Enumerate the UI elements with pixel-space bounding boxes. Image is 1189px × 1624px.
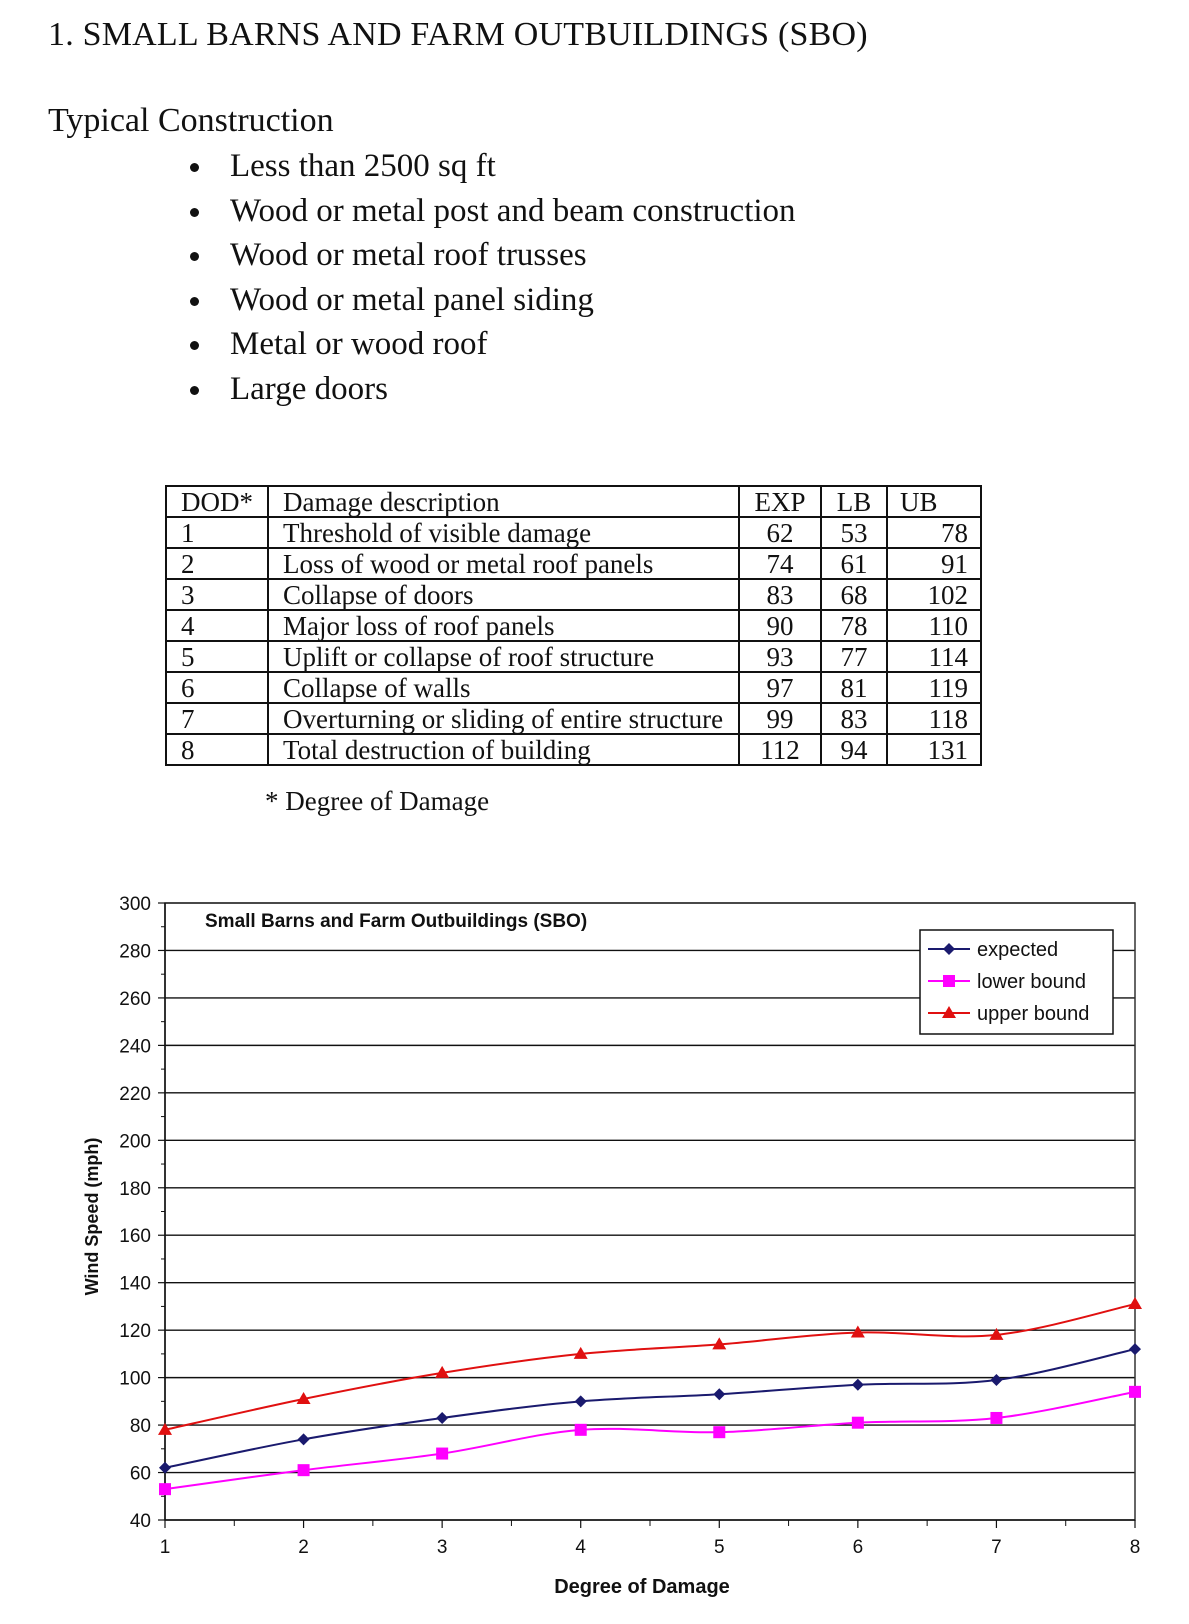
cell-lb: 77 [821,641,887,672]
cell-ub: 91 [887,548,981,579]
cell-lb: 68 [821,579,887,610]
data-point [298,1433,310,1445]
table-row [166,672,981,703]
header-exp: EXP [739,486,821,517]
table-footnote: * Degree of Damage [265,786,490,816]
table-header-row [166,486,981,517]
cell-description: Overturning or sliding of entire structure [268,703,739,734]
legend-label: lower bound [977,971,1086,993]
table-row [166,517,981,548]
x-axis-label: Degree of Damage [554,1576,730,1598]
x-tick-label: 2 [298,1537,309,1558]
list-item: Wood or metal post and beam construction [190,189,796,234]
construction-list [190,144,796,411]
list-item: Metal or wood roof [190,322,796,367]
cell-ub: 102 [887,579,981,610]
data-point [713,1388,725,1400]
cell-description: Uplift or collapse of roof structure [268,641,739,672]
cell-lb: 81 [821,672,887,703]
cell-description: Collapse of doors [268,579,739,610]
header-description: Damage description [268,486,739,517]
data-point [575,1424,587,1436]
data-point [1129,1343,1141,1355]
cell-exp: 83 [739,579,821,610]
y-tick-label: 220 [119,1083,151,1105]
header-dod: DOD* [166,486,268,517]
series-expected [159,1343,1141,1474]
cell-dod: 8 [166,734,268,765]
y-tick-label: 40 [129,1511,151,1532]
cell-lb: 78 [821,610,887,641]
data-point [852,1379,864,1391]
cell-ub: 78 [887,517,981,548]
cell-description: Major loss of roof panels [268,610,739,641]
y-tick-label: 140 [119,1273,151,1295]
cell-dod: 1 [166,517,268,548]
series-line [165,1392,1135,1489]
x-tick-label: 5 [713,1537,725,1558]
table-row [166,703,981,734]
legend-label: expected [977,939,1059,961]
data-point [436,1448,448,1460]
y-tick-label: 180 [119,1178,151,1200]
x-tick-label: 6 [852,1537,864,1558]
legend [920,930,1113,1034]
cell-lb: 53 [821,517,887,548]
cell-description: Collapse of walls [268,672,739,703]
y-tick-label: 80 [129,1416,151,1438]
series-layer [158,1297,1142,1495]
x-tick-label: 1 [159,1537,171,1558]
header-lb: LB [821,486,887,517]
table-row [166,579,981,610]
cell-exp: 74 [739,548,821,579]
data-point [713,1426,725,1438]
cell-dod: 5 [166,641,268,672]
cell-description: Threshold of visible damage [268,517,739,548]
cell-ub: 110 [887,610,981,641]
y-axis-label: Wind Speed (mph) [82,1137,102,1296]
cell-ub: 119 [887,672,981,703]
series-line [165,1304,1135,1430]
legend-marker [943,975,955,987]
y-tick-label: 240 [119,1036,151,1058]
table-row [166,641,981,672]
chart-title: Small Barns and Farm Outbuildings (SBO) [205,911,588,932]
list-item: Large doors [190,367,796,412]
cell-lb: 61 [821,548,887,579]
y-tick-label: 200 [119,1131,151,1153]
y-tick-label: 260 [119,988,151,1010]
x-tick-label: 7 [991,1537,1002,1558]
cell-exp: 93 [739,641,821,672]
list-item: Wood or metal roof trusses [190,233,796,278]
x-tick-label: 4 [575,1537,587,1558]
list-item: Less than 2500 sq ft [190,144,796,189]
cell-description: Total destruction of building [268,734,739,765]
table-row [166,734,981,765]
x-tick-label: 3 [436,1537,448,1558]
list-item: Wood or metal panel siding [190,278,796,323]
data-point [1129,1386,1141,1398]
cell-ub: 114 [887,641,981,672]
cell-exp: 62 [739,517,821,548]
section-subheading: Typical Construction [48,102,334,139]
data-point [436,1412,448,1424]
cell-lb: 94 [821,734,887,765]
cell-exp: 90 [739,610,821,641]
cell-exp: 97 [739,672,821,703]
cell-ub: 131 [887,734,981,765]
y-tick-label: 160 [119,1226,151,1248]
data-point [990,1412,1002,1424]
cell-dod: 6 [166,672,268,703]
data-point [159,1483,171,1495]
cell-dod: 3 [166,579,268,610]
cell-dod: 2 [166,548,268,579]
wind-speed-chart [0,880,1189,1620]
cell-exp: 99 [739,703,821,734]
table-row [166,610,981,641]
cell-exp: 112 [739,734,821,765]
data-point [575,1395,587,1407]
y-tick-label: 100 [119,1368,151,1390]
y-tick-label: 120 [119,1321,151,1343]
series-line [165,1349,1135,1468]
x-tick-label: 8 [1129,1537,1141,1558]
cell-lb: 83 [821,703,887,734]
y-tick-label: 300 [119,894,151,915]
damage-table [165,485,982,766]
cell-dod: 4 [166,610,268,641]
header-ub: UB [887,486,981,517]
data-point [852,1417,864,1429]
data-point [298,1464,310,1476]
data-point [990,1374,1002,1386]
cell-ub: 118 [887,703,981,734]
y-tick-label: 60 [129,1463,151,1485]
cell-dod: 7 [166,703,268,734]
legend-label: upper bound [977,1003,1090,1025]
cell-description: Loss of wood or metal roof panels [268,548,739,579]
y-tick-label: 280 [119,941,151,963]
data-point [1128,1297,1142,1309]
table-row [166,548,981,579]
page-heading: 1. SMALL BARNS AND FARM OUTBUILDINGS (SBO) [48,16,868,53]
